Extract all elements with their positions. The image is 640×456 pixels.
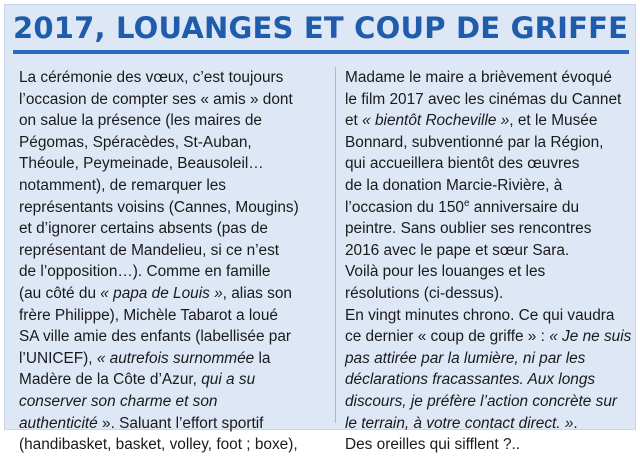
text-line <box>19 261 329 283</box>
text-line <box>19 305 329 327</box>
text-line <box>345 305 635 327</box>
text-line <box>345 132 635 154</box>
italic-quote: authenticité <box>19 414 98 432</box>
article-box <box>4 4 636 454</box>
text-run: on salue la présence (les maires de <box>19 112 262 130</box>
text-line <box>19 413 329 435</box>
text-line <box>345 153 635 175</box>
text-run: En vingt minutes chrono. Ce qui vaudra <box>345 306 615 324</box>
text-line <box>345 197 635 219</box>
text-run: Bonnard, subventionné par la Région, <box>345 133 604 151</box>
text-line <box>19 175 329 197</box>
text-run: représentant de Mandelieu, si ce n’est <box>19 241 280 259</box>
text-line <box>19 348 329 370</box>
text-line <box>345 369 635 391</box>
text-run: La cérémonie des vœux, c’est toujours <box>19 69 284 86</box>
italic-quote: pas attirée par la lumière, ni par les <box>345 349 586 367</box>
text-run: qui accueillera bientôt des œuvres <box>345 155 580 173</box>
text-run: représentants voisins (Cannes, Mougins) <box>19 198 299 216</box>
text-line <box>19 89 329 111</box>
text-line <box>19 369 329 391</box>
article-column-left <box>19 67 329 456</box>
text-line <box>19 283 329 305</box>
text-line <box>345 283 635 305</box>
text-line <box>345 110 635 132</box>
text-line <box>19 67 329 89</box>
text-run: , alias son <box>222 284 292 302</box>
italic-quote: qui a su <box>201 371 256 389</box>
text-run: Madame le maire a brièvement évoqué <box>345 69 612 86</box>
text-run: Voilà pour les louanges et les <box>345 263 546 281</box>
text-run: peintre. Sans oublier ses rencontres <box>345 220 592 238</box>
text-line <box>19 218 329 240</box>
text-run: (handibasket, basket, volley, foot ; boxe), <box>19 436 298 454</box>
text-run: . <box>573 414 578 432</box>
text-run: frère Philippe), Michèle Tabarot a loué <box>19 306 278 324</box>
italic-quote: « autrefois surnommée <box>96 349 255 367</box>
text-run: ce dernier « coup de griffe » : <box>345 328 550 346</box>
text-line <box>345 413 635 435</box>
text-run: Madère de la Côte d’Azur, <box>19 371 202 389</box>
text-run: Des oreilles qui sifflent ?.. <box>345 436 521 454</box>
text-run: 2016 avec le pape et sœur Sara. <box>345 241 570 259</box>
text-run: ». Saluant l’effort sportif <box>97 414 264 432</box>
text-run: Théoule, Peymeinade, Beausoleil… <box>19 155 264 173</box>
text-line <box>19 434 329 456</box>
column-separator <box>335 67 336 423</box>
italic-quote: le terrain, à votre contact direct. » <box>345 414 574 432</box>
article-column-right <box>345 67 635 456</box>
italic-quote: « Je ne suis <box>549 328 632 346</box>
text-line <box>345 175 635 197</box>
text-line <box>345 261 635 283</box>
text-line <box>19 197 329 219</box>
text-line <box>345 89 635 111</box>
italic-quote: déclarations fracassantes. Aux longs <box>345 371 596 389</box>
italic-quote: conserver son charme et son <box>19 392 218 410</box>
text-run: l’occasion du 150 <box>345 198 464 216</box>
text-line <box>19 132 329 154</box>
text-run: résolutions (ci-dessus). <box>345 284 504 302</box>
text-line <box>345 348 635 370</box>
text-run: Pégomas, Spéracèdes, St-Auban, <box>19 133 252 151</box>
headline-rule <box>13 50 629 54</box>
text-line <box>19 240 329 262</box>
text-run: la <box>254 349 271 367</box>
text-run: de la donation Marcie-Rivière, à <box>345 176 563 194</box>
italic-quote: « papa de Louis » <box>100 284 223 302</box>
italic-quote: discours, je préfère l’action concrète sur <box>345 392 618 410</box>
text-line <box>345 434 635 456</box>
text-run: de l’opposition…). Comme en famille <box>19 263 271 281</box>
text-line <box>345 67 635 89</box>
text-run: anniversaire du <box>469 198 580 216</box>
text-line <box>19 110 329 132</box>
text-line <box>345 218 635 240</box>
text-run: notamment), de remarquer les <box>19 176 227 194</box>
article-headline: 2017, LOUANGES ET COUP DE GRIFFE <box>13 11 629 45</box>
text-line <box>19 326 329 348</box>
text-run: l’occasion de compter ses « amis » dont <box>19 90 293 108</box>
text-run: l’UNICEF), <box>19 349 97 367</box>
text-run: le film 2017 avec les cinémas du Cannet <box>345 90 622 108</box>
text-line <box>345 391 635 413</box>
text-run: (au côté du <box>19 284 101 302</box>
text-line <box>345 326 635 348</box>
text-run: et <box>345 112 363 130</box>
text-line <box>19 391 329 413</box>
text-run: SA ville amie des enfants (labellisée par <box>19 328 292 346</box>
text-line <box>19 153 329 175</box>
italic-quote: « bientôt Rocheville » <box>362 112 510 130</box>
text-line <box>345 240 635 262</box>
text-run: et d’ignorer certains absents (pas de <box>19 220 268 238</box>
text-run: , et le Musée <box>509 112 598 130</box>
superscript: e <box>463 197 470 209</box>
